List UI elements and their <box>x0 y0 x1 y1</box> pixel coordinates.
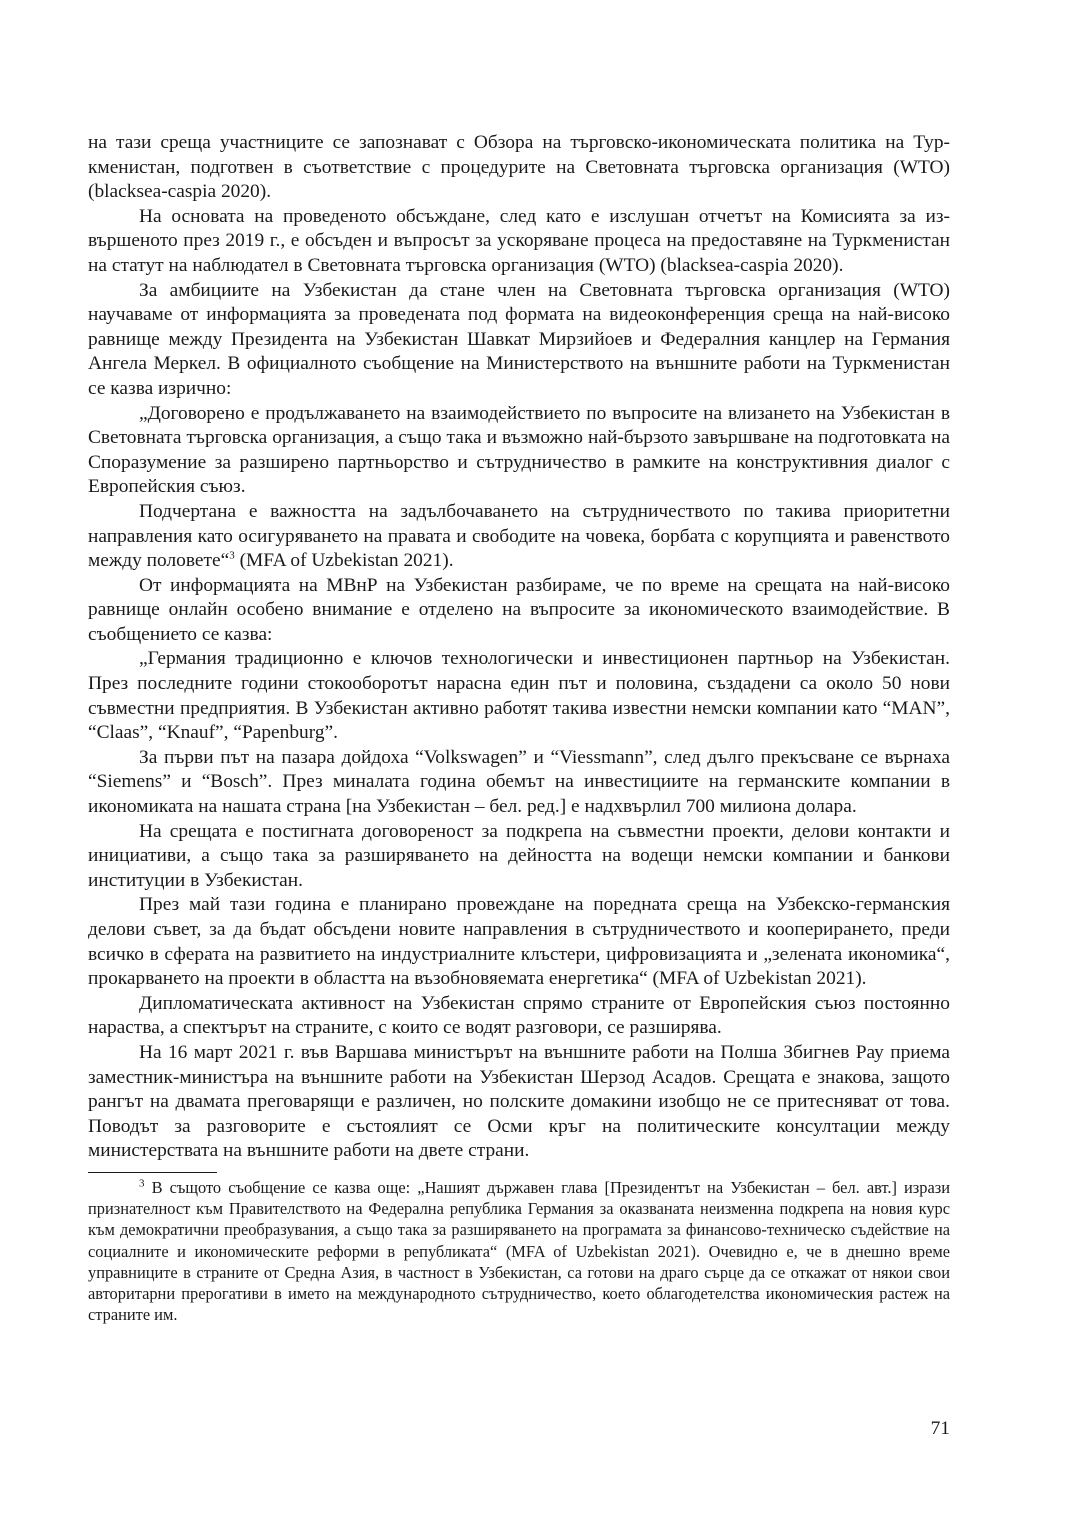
quote-paragraph-2 <box>88 500 950 574</box>
page-content <box>88 131 950 1325</box>
footnote-reference[interactable]: 3 <box>229 549 235 562</box>
paragraph-text: Подчертана е важността на задълбочаването на сътрудничеството по такива приоритетни направления като осигуряването на правата и свободите на човека, борбата с корупцията и равенството между половете“ <box>88 500 950 572</box>
paragraph-1: на тази среща участниците се запознават с Обзора на търговско-икономическата политика на Туркменистан, подготвен в съответствие с процедурите на Световната търговска организация (WTO) (blacksea-caspia 2020). <box>88 132 950 203</box>
footnote-marker: 3 <box>139 1177 145 1190</box>
paragraph-6: От информацията на МВнР на Узбекистан разбираме, че по време на срещата на най-високо равнище онлайн особено внимание е отделено на въпросите за икономическото взаимодействие. В съобщението се казва: <box>88 574 950 645</box>
paragraph-text: (MFA of Uzbekistan 2021). <box>234 550 454 572</box>
quote-paragraph-6: През май тази година е планирано провеждане на поредната среща на Узбекско-германския делови съвет, за да бъдат обсъдени новите направления в сътрудничеството и кооперирането, преди всичко в сферата на развитието на индустриалните клъстери, цифровизацията и „зелената икономика“, прокарването на проекти в областта на възобновяемата енергетика“ (MFA of Uzbekistan 2021). <box>88 894 950 990</box>
footnote-text <box>88 1177 950 1325</box>
paragraph-3: За амбициите на Узбекистан да стане член на Световната търговска организация (WTO) научаваме от информацията за проведената под формата на видеоконференция среща на най-високо равнище между Президента на Узбекистан Шавкат Мирзийоев и Федералния канцлер на Германия Ангела Меркел. В официалното съобщение на Министерството на външните работи на Туркменистан се казва изрично: <box>88 279 950 399</box>
footnote <box>88 1177 950 1325</box>
footnote-divider <box>88 1172 217 1173</box>
quote-paragraph-3: „Германия традиционно е ключов технологически и инвестиционен партньор на Узбекистан. През последните години стокооборотът нарасна един път и половина, създадени са около 50 нови съвместни предприятия. В Узбекистан активно работят такива известни немски компании като “MAN”, “Claas”, “Knauf”, “Papenburg”. <box>88 648 950 744</box>
quote-paragraph-4: За първи път на пазара дойдоха “Volkswagen” и “Viessmann”, след дълго прекъсване се върнаха “Siemens” и “Bosch”. През миналата година обемът на инвестициите на германските компании в икономиката на нашата страна [на Узбекистан – бел. ред.] е надхвърлил 700 милиона долара. <box>88 746 950 818</box>
footnote-body: В същото съобщение се казва още: „Нашият държавен глава [Президентът на Узбекистан – бел. авт.] изрази признателност към Правителството на Федерална република Германия за оказваната неизменна подкрепа на новия курс към демократични преобразувания, а също така за разширяването на програмата за финансово-техническо съдействие на социалните и икономическите реформи в републиката“ (MFA of Uzbekistan 2021). Очевидно е, че в днешно време управниците в страните от Средна Азия, в частност в Узбекистан, са готови на драго сърце да се откажат от някои свои авторитарни прерогативи в името на международното сътрудничество, което облагодетелства икономическия растеж на страните им. <box>88 1177 950 1325</box>
paragraph-2: На основата на проведеното обсъждане, след като е изслушан отчетът на Комисията за извършеното през 2019 г., е обсъден и въпросът за ускоряване процеса на предоставяне на Туркменистан на статут на наблюдател в Световната търговска организация (WTO) (blacksea-caspia 2020). <box>88 205 950 276</box>
paragraph-11: Дипломатическата активност на Узбекистан спрямо страните от Европейския съюз постоянно нараства, а спектърът на страните, с които се водят разговори, се разширява. <box>88 992 950 1039</box>
paragraph-12: На 16 март 2021 г. във Варшава министърът на външните работи на Полша Збигнев Рау приема заместник-министъра на външните работи на Узбекистан Шерзод Асадов. Срещата е знакова, защото рангът на двамата преговарящи е различен, но полските домакини изобщо не се притесняват от това. Поводът за разговорите е състоялият се Осми кръг на политическите консултации между министерствата на външните работи на двете страни. <box>88 1041 950 1162</box>
quote-paragraph-1: „Договорено е продължаването на взаимодействието по въпросите на влизането на Узбекистан в Световната търговска организация, а също така и възможно най-бързото завършване на подготовката на Споразумение за разширено партньорство и сътрудничество в рамките на конструктивния диалог с Европейския съюз. <box>88 402 950 498</box>
body-text <box>88 131 950 1164</box>
page-number: 71 <box>930 1418 950 1439</box>
quote-paragraph-5: На срещата е постигната договореност за подкрепа на съвместни проекти, делови контакти и инициативи, а също така за разширяването на дейността на водещи немски компании и банкови институции в Узбекистан. <box>88 820 950 891</box>
